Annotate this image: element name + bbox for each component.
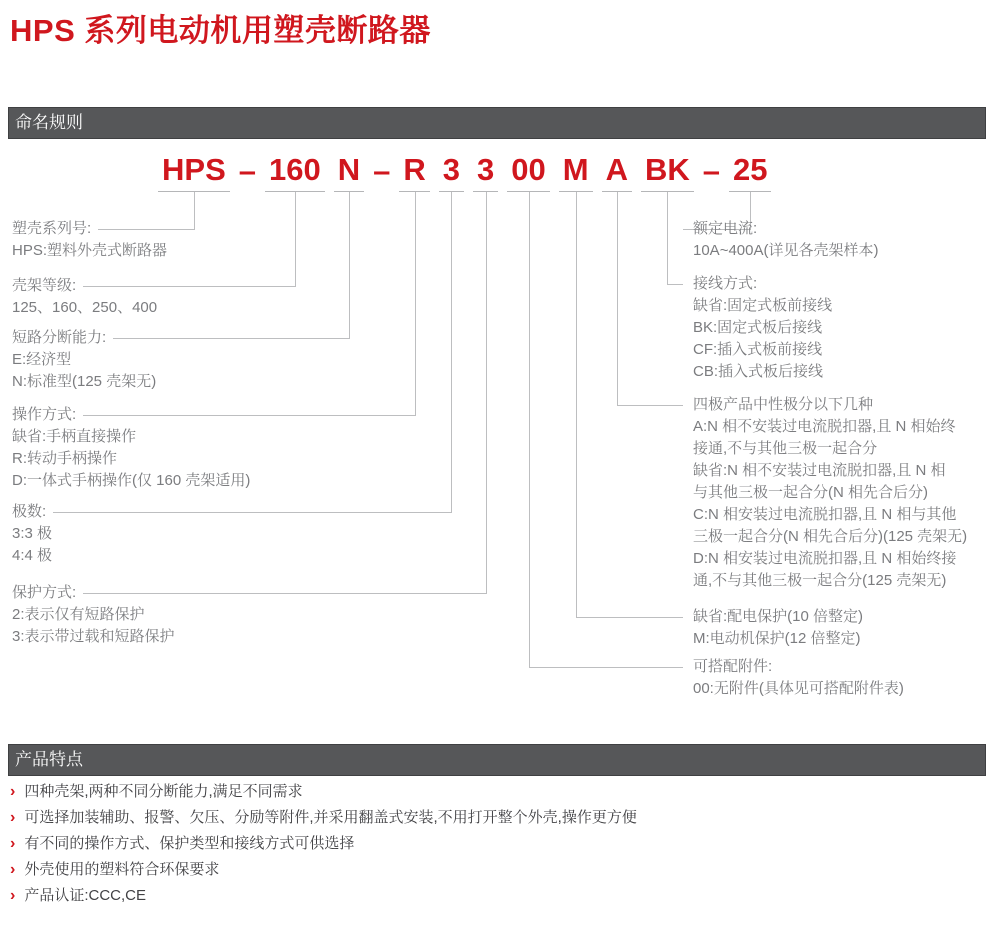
callout-text-line: D:一体式手柄操作(仅 160 壳架适用) xyxy=(12,472,251,489)
callout-protection xyxy=(12,582,175,648)
callout-motor xyxy=(693,606,863,650)
callout-text-line: 保护方式: xyxy=(12,584,77,601)
code-segment-wiring: BK xyxy=(641,153,694,192)
page-title: HPS 系列电动机用塑壳断路器 xyxy=(10,13,431,48)
callout-text-line: C:N 相安装过电流脱扣器,且 N 相与其他 xyxy=(693,506,957,523)
callout-text-line: 缺省:N 相不安装过电流脱扣器,且 N 相 xyxy=(693,462,946,479)
feature-item xyxy=(10,887,637,904)
callout-text-line: 通,不与其他三极一起合分(125 壳架无) xyxy=(693,572,947,589)
section-header-naming-rules: 命名规则 xyxy=(8,107,986,139)
code-segment-dash2: – xyxy=(373,153,391,188)
feature-item xyxy=(10,835,637,852)
code-segment-current: 25 xyxy=(729,153,771,192)
code-segment-dash3: – xyxy=(702,153,720,188)
callout-text-line: 4:4 极 xyxy=(12,547,53,564)
callout-text-line: 与其他三极一起合分(N 相先合后分) xyxy=(693,484,928,501)
callout-line-path xyxy=(668,192,684,285)
callout-text-line: CB:插入式板后接线 xyxy=(693,363,824,380)
callout-text-line: 缺省:配电保护(10 倍整定) xyxy=(693,608,864,625)
callout-text-line: 三极一起合分(N 相先合后分)(125 壳架无) xyxy=(693,528,968,545)
code-segment-motor: M xyxy=(559,153,593,192)
callout-text-line: 短路分断能力: xyxy=(12,329,107,346)
feature-text: 四种壳架,两种不同分断能力,满足不同需求 xyxy=(24,783,303,800)
callout-neutral xyxy=(693,394,967,592)
callout-text-line: N:标准型(125 壳架无) xyxy=(12,373,157,390)
callout-breaking xyxy=(12,327,156,393)
callout-text-line: BK:固定式板后接线 xyxy=(693,319,823,336)
callout-text-line: 额定电流: xyxy=(693,220,758,237)
callout-text-line: 缺省:手柄直接操作 xyxy=(12,428,137,445)
code-segment-protection: 3 xyxy=(473,153,498,192)
callout-text-line: 四极产品中性极分以下几种 xyxy=(693,396,874,413)
callout-text-line: 壳架等级: xyxy=(12,277,77,294)
callout-text-line: 00:无附件(具体见可搭配附件表) xyxy=(693,680,904,697)
callout-text-line: 接通,不与其他三极一起合分 xyxy=(693,440,878,457)
chevron-bullet-icon: › xyxy=(10,809,16,826)
feature-item xyxy=(10,861,637,878)
callout-frame xyxy=(12,275,157,319)
callout-text-line: 接线方式: xyxy=(693,275,758,292)
callout-text-line: CF:插入式板前接线 xyxy=(693,341,823,358)
feature-list xyxy=(10,783,637,913)
code-segment-accessory: 00 xyxy=(507,153,549,192)
model-code xyxy=(158,153,771,192)
callout-text-line: 2:表示仅有短路保护 xyxy=(12,606,145,623)
callout-text-line: 3:3 极 xyxy=(12,525,53,542)
callout-accessory xyxy=(693,656,904,700)
callout-text-line: D:N 相安装过电流脱扣器,且 N 相始终接 xyxy=(693,550,957,567)
callout-text-line: 操作方式: xyxy=(12,406,77,423)
callout-text-line: 极数: xyxy=(12,503,47,520)
callout-wiring xyxy=(693,273,832,383)
feature-text: 可选择加装辅助、报警、欠压、分励等附件,并采用翻盖式安装,不用打开整个外壳,操作更方便 xyxy=(24,809,637,826)
callout-text-line: 缺省:固定式板前接线 xyxy=(693,297,833,314)
callout-text-line: 可搭配附件: xyxy=(693,658,773,675)
feature-item xyxy=(10,809,637,826)
code-segment-poles: 3 xyxy=(439,153,464,192)
callout-text-line: 塑壳系列号: xyxy=(12,220,92,237)
chevron-bullet-icon: › xyxy=(10,783,16,800)
callout-text-line: 125、160、250、400 xyxy=(12,299,158,316)
chevron-bullet-icon: › xyxy=(10,835,16,852)
callout-text-line: A:N 相不安装过电流脱扣器,且 N 相始终 xyxy=(693,418,956,435)
code-segment-frame: 160 xyxy=(265,153,325,192)
code-segment-neutral: A xyxy=(602,153,632,192)
callout-current xyxy=(693,218,878,262)
callout-text-line: R:转动手柄操作 xyxy=(12,450,118,467)
section-header-product-features: 产品特点 xyxy=(8,744,986,776)
feature-text: 外壳使用的塑料符合环保要求 xyxy=(24,861,220,878)
feature-text: 产品认证:CCC,CE xyxy=(24,887,146,904)
chevron-bullet-icon: › xyxy=(10,861,16,878)
feature-item xyxy=(10,783,637,800)
callout-poles xyxy=(12,501,52,567)
code-segment-operation: R xyxy=(399,153,429,192)
code-segment-dash1: – xyxy=(238,153,256,188)
feature-text: 有不同的操作方式、保护类型和接线方式可供选择 xyxy=(24,835,355,852)
callout-text-line: 10A~400A(详见各壳架样本) xyxy=(693,242,879,259)
callout-text-line: M:电动机保护(12 倍整定) xyxy=(693,630,861,647)
callout-text-line: E:经济型 xyxy=(12,351,72,368)
code-segment-breaking: N xyxy=(334,153,364,192)
callout-line-path xyxy=(530,192,684,668)
callout-series xyxy=(12,218,167,262)
callout-line-path xyxy=(618,192,684,406)
callout-text-line: HPS:塑料外壳式断路器 xyxy=(12,242,168,259)
callout-text-line: 3:表示带过载和短路保护 xyxy=(12,628,175,645)
callout-operation xyxy=(12,404,250,492)
chevron-bullet-icon: › xyxy=(10,887,16,904)
code-segment-series: HPS xyxy=(158,153,230,192)
